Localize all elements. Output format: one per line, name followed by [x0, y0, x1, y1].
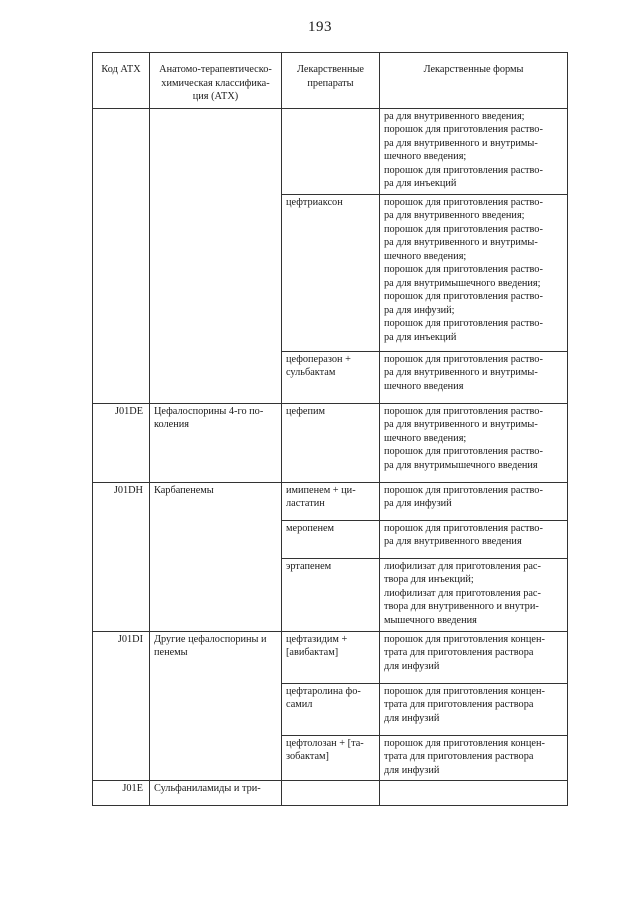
dosage-form-line: порошок для приготовления раство-	[384, 291, 543, 302]
drug-name-line: цефтриаксон	[286, 196, 343, 208]
dosage-form-line: порошок для приготовления раство-	[384, 522, 543, 534]
header-dosage-forms: Лекарственные формы	[380, 53, 568, 109]
drug-name-cell	[282, 482, 380, 520]
table-body	[93, 108, 568, 805]
dosage-form-line: ра для инъекций	[384, 331, 457, 343]
header-drugs-line: препараты	[307, 77, 354, 89]
dosage-form-line: шечного введения;	[384, 432, 467, 444]
drug-name-line: цефоперазон +	[286, 353, 351, 365]
classification-line: Сульфаниламиды и три-	[154, 782, 261, 794]
drug-name-line: цефтолозан + [та-	[286, 737, 364, 749]
dosage-form-line: ра для инъекций	[384, 178, 457, 189]
dosage-form-line: ра для внутримышечного введения;	[384, 277, 541, 289]
classification-line: Карбапенемы	[154, 484, 214, 496]
atc-code-cell: J01E	[93, 780, 150, 805]
dosage-form-line: порошок для приготовления раство-	[384, 124, 543, 135]
drug-name-cell	[282, 735, 380, 780]
dosage-form-line: порошок для приготовления раство-	[384, 196, 543, 208]
dosage-form-line: порошок для приготовления раство-	[384, 223, 543, 235]
dosage-form-line: ра для внутривенного введения;	[384, 110, 525, 122]
drug-name-cell	[282, 194, 380, 351]
classification-line: Цефалоспорины 4-го по-	[154, 405, 264, 417]
drug-name-cell	[282, 683, 380, 735]
dosage-form-line: мышечного введения	[384, 614, 477, 626]
drug-name-line: сульбактам	[286, 367, 336, 378]
drug-name-line: меропенем	[286, 522, 335, 534]
dosage-form-line: порошок для приготовления концен-	[384, 737, 545, 749]
dosage-forms-cell	[380, 482, 568, 520]
drug-name-cell	[282, 520, 380, 558]
dosage-form-line: порошок для приготовления раство-	[384, 264, 543, 275]
classification-line: Другие цефалоспорины и	[154, 633, 267, 645]
atc-classification-cell	[150, 108, 282, 403]
dosage-form-line: порошок для приготовления раство-	[384, 484, 543, 496]
dosage-form-line: трата для приготовления раствора	[384, 699, 534, 710]
dosage-forms-cell	[380, 631, 568, 683]
page-number: 193	[308, 19, 332, 35]
drug-name-cell	[282, 108, 380, 194]
table-row	[93, 780, 568, 805]
dosage-form-line: ра для внутривенного введения;	[384, 210, 525, 221]
dosage-form-line: порошок для приготовления концен-	[384, 685, 545, 697]
dosage-form-line: для инфузий	[384, 660, 440, 672]
dosage-form-line: ра для инфузий	[384, 498, 452, 509]
dosage-form-line: ра для внутривенного и внутримы-	[384, 137, 538, 149]
dosage-forms-cell	[380, 683, 568, 735]
drug-name-line: цефепим	[286, 405, 325, 417]
drug-name-line: эртапенем	[286, 560, 332, 572]
drug-name-line: ластатин	[286, 498, 325, 509]
dosage-form-line: ра для внутривенного и внутримы-	[384, 367, 538, 378]
drug-name-line: цефтаролина фо-	[286, 685, 361, 697]
dosage-form-line: лиофилизат для приготовления рас-	[384, 560, 541, 572]
drug-name-line: зобактам]	[286, 751, 329, 762]
dosage-form-line: шечного введения;	[384, 151, 467, 162]
atc-classification-cell	[150, 631, 282, 780]
dosage-forms-cell	[380, 403, 568, 482]
classification-line: пенемы	[154, 647, 188, 658]
dosage-forms-cell	[380, 351, 568, 403]
dosage-form-line: трата для приготовления раствора	[384, 647, 534, 658]
dosage-form-line: порошок для приготовления концен-	[384, 633, 545, 645]
dosage-forms-cell	[380, 108, 568, 194]
atc-code-cell	[93, 108, 150, 403]
dosage-form-line: твора для инъекций;	[384, 574, 474, 585]
dosage-form-line: ра для инфузий;	[384, 304, 455, 316]
header-atc-classification	[150, 53, 282, 109]
drug-name-line: цефтазидим +	[286, 633, 348, 645]
drug-name-cell	[282, 403, 380, 482]
dosage-form-line: для инфузий	[384, 764, 440, 776]
atc-classification-cell	[150, 403, 282, 482]
header-drugs-line: Лекарственные	[296, 64, 364, 75]
dosage-form-line: порошок для приготовления раство-	[384, 405, 543, 417]
dosage-form-line: ра для внутримышечного введения	[384, 459, 538, 471]
header-drugs	[282, 53, 380, 109]
dosage-form-line: шечного введения	[384, 380, 464, 392]
table-row	[93, 482, 568, 520]
drug-name-cell	[282, 780, 380, 805]
atc-code-cell: J01DE	[93, 403, 150, 482]
dosage-form-line: порошок для приготовления раство-	[384, 353, 543, 365]
dosage-form-line: порошок для приготовления раство-	[384, 318, 543, 329]
atc-code-cell: J01DI	[93, 631, 150, 780]
dosage-form-line: ра для внутривенного и внутримы-	[384, 237, 538, 248]
dosage-form-line: ра для внутривенного и внутримы-	[384, 419, 538, 430]
dosage-form-line: ра для внутривенного введения	[384, 536, 522, 547]
dosage-form-line: порошок для приготовления раство-	[384, 164, 543, 176]
dosage-forms-cell	[380, 520, 568, 558]
atc-drug-table	[92, 52, 568, 806]
table-row	[93, 108, 568, 194]
header-classification-line: Анатомо-терапевтическо-	[159, 64, 272, 75]
drug-name-cell	[282, 351, 380, 403]
dosage-forms-cell	[380, 735, 568, 780]
classification-line: коления	[154, 419, 189, 430]
drug-name-cell	[282, 631, 380, 683]
dosage-form-line: трата для приготовления раствора	[384, 751, 534, 762]
atc-code-cell: J01DH	[93, 482, 150, 631]
dosage-form-line: шечного введения;	[384, 250, 467, 262]
dosage-form-line: твора для внутривенного и внутри-	[384, 601, 539, 612]
drug-name-line: самил	[286, 699, 313, 710]
drug-name-line: имипенем + ци-	[286, 484, 356, 496]
atc-classification-cell	[150, 482, 282, 631]
dosage-form-line: порошок для приготовления раство-	[384, 446, 543, 457]
table-row	[93, 403, 568, 482]
header-classification-line: химическая классифика-	[161, 77, 270, 89]
table-header-row	[93, 53, 568, 109]
header-atc-code: Код АТХ	[93, 53, 150, 109]
dosage-forms-cell	[380, 558, 568, 631]
dosage-form-line: лиофилизат для приготовления рас-	[384, 587, 541, 599]
drug-name-line: [авибактам]	[286, 647, 339, 658]
drug-name-cell	[282, 558, 380, 631]
atc-classification-cell	[150, 780, 282, 805]
header-classification-line: ция (АТХ)	[192, 91, 239, 102]
dosage-forms-cell	[380, 194, 568, 351]
dosage-form-line: для инфузий	[384, 712, 440, 724]
table-row	[93, 631, 568, 683]
dosage-forms-cell	[380, 780, 568, 805]
